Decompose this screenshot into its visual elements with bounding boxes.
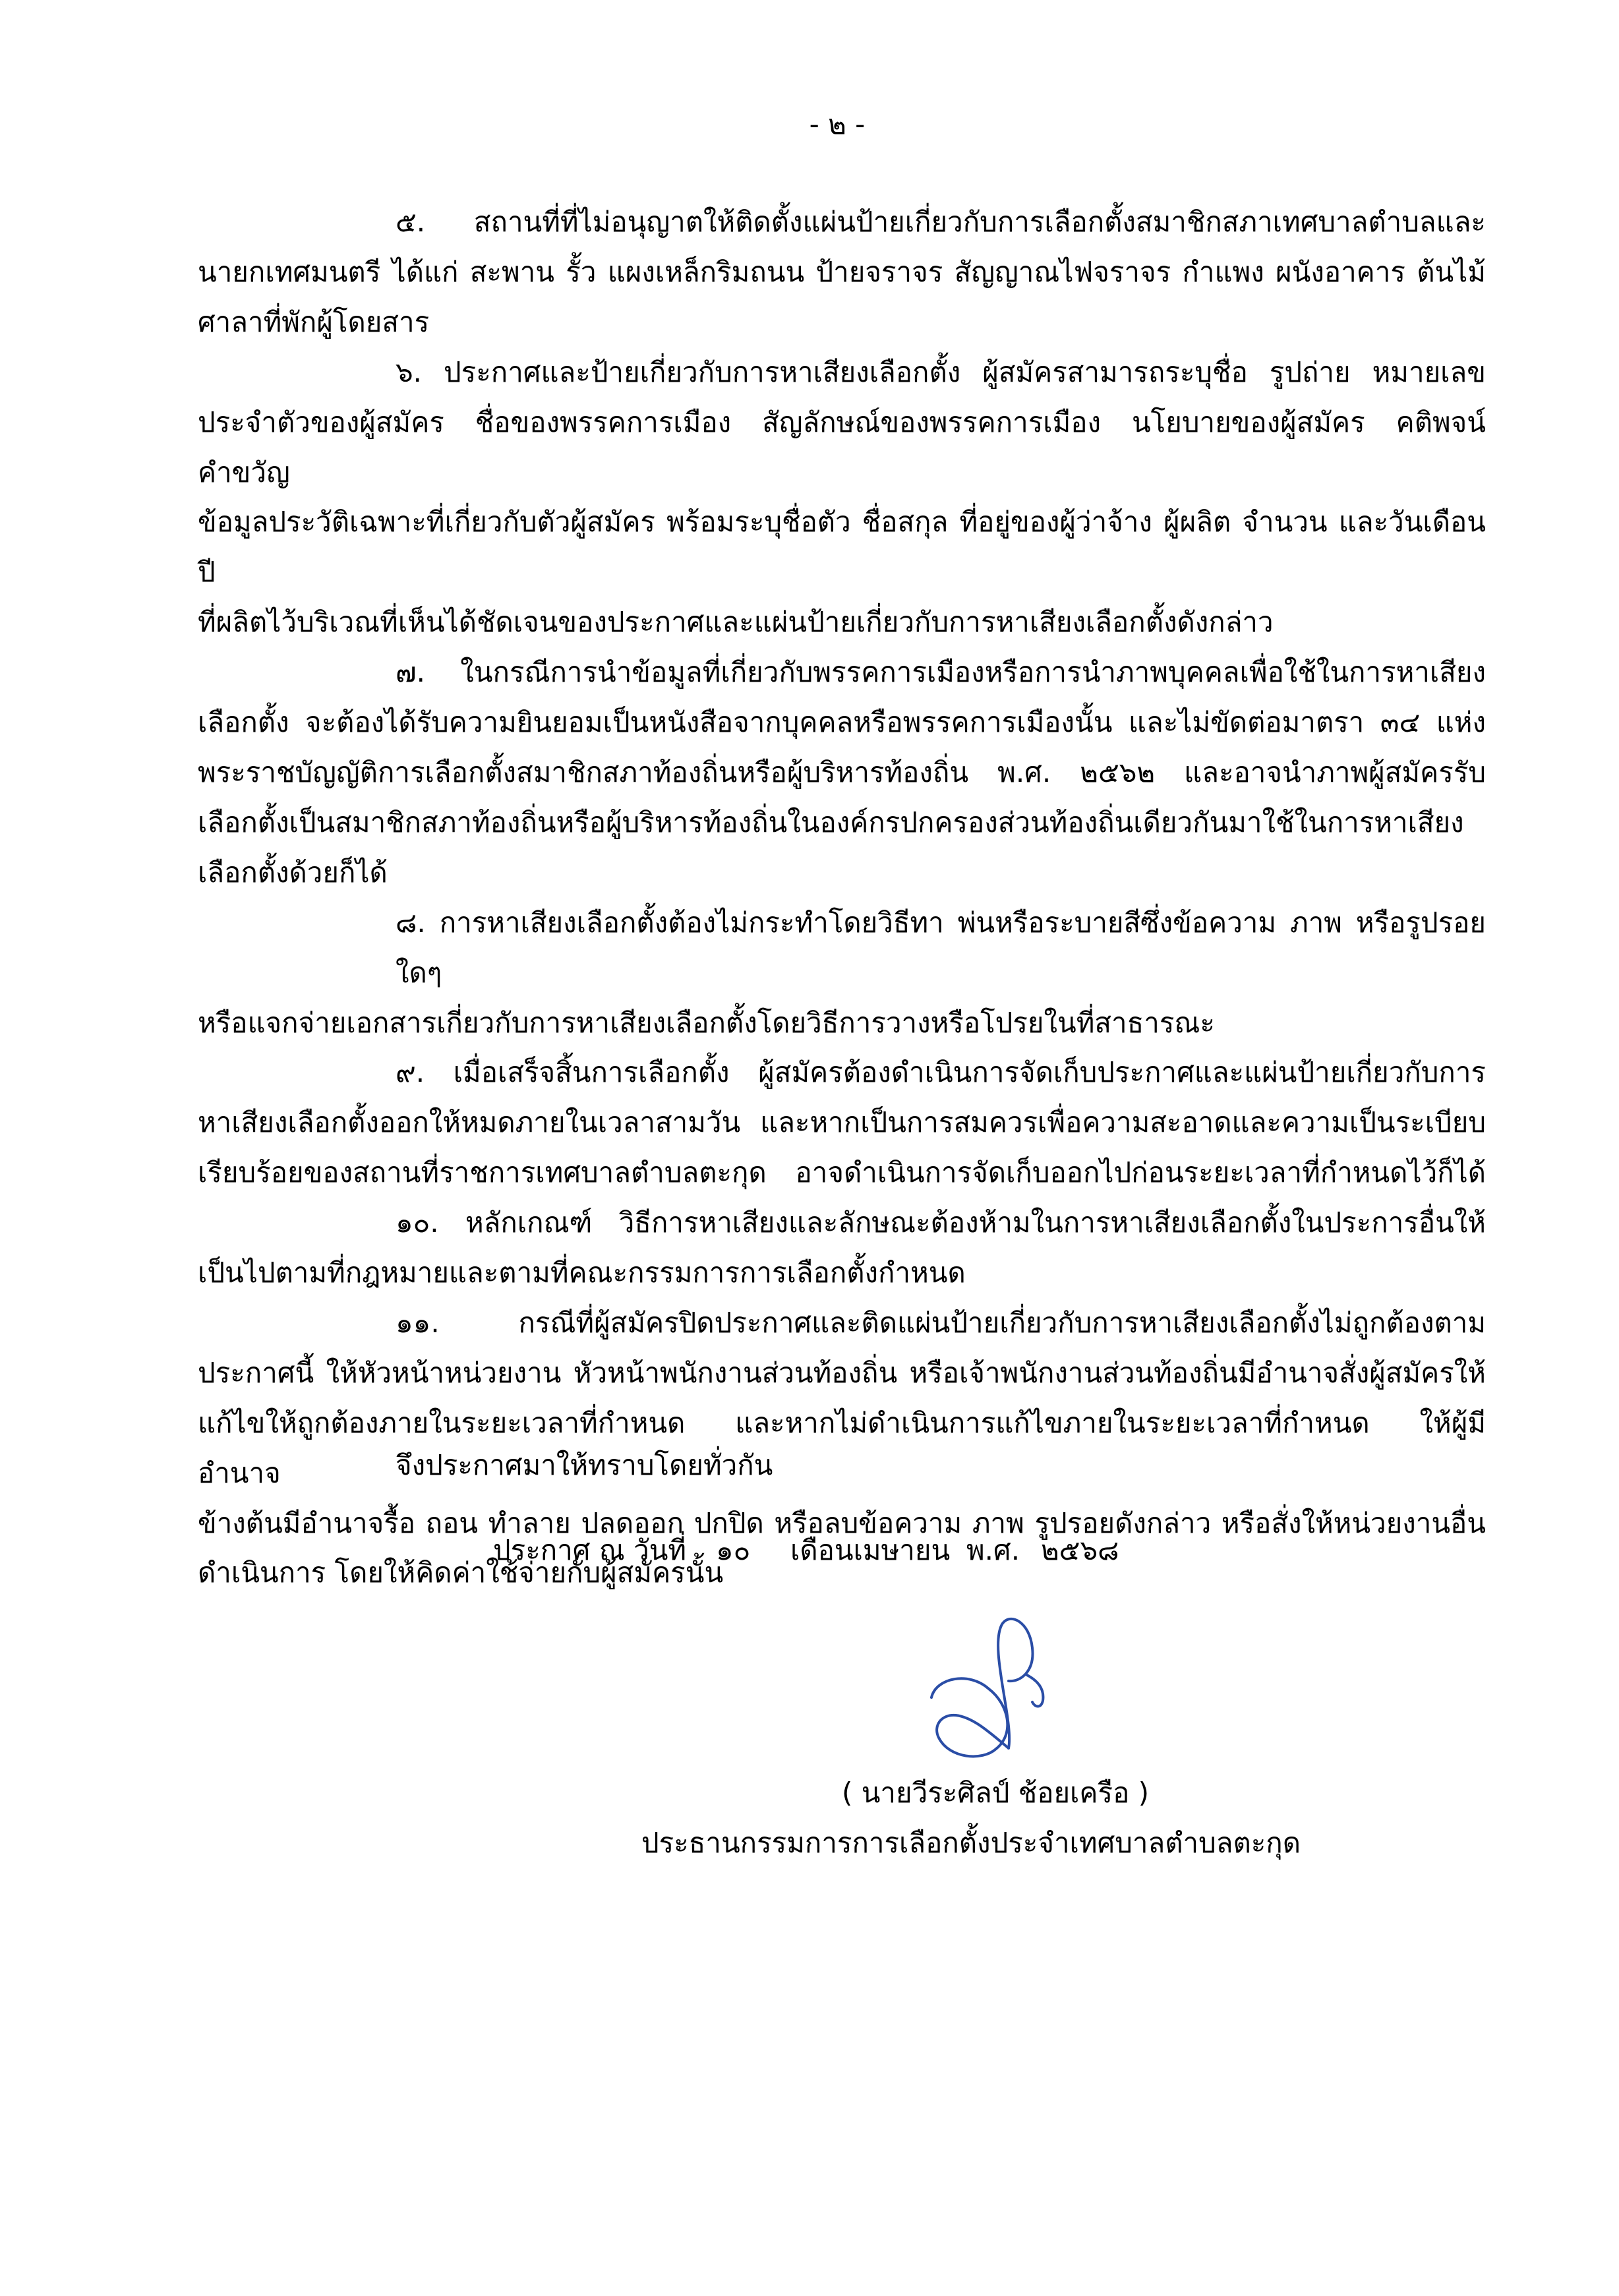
date-year: ๒๕๖๘: [1041, 1534, 1119, 1566]
clause-7-line-2: เลือกตั้ง จะต้องได้รับความยินยอมเป็นหนังสือจากบุคคลหรือพรรคการเมืองนั้น และไม่ขัดต่อมาตรา ๓๔ แห่ง: [198, 706, 1486, 739]
clause-7: [198, 647, 1486, 898]
clause-8: [198, 898, 1486, 1048]
clause-11-line-5: ดำเนินการ โดยให้คิดค่าใช้จ่ายกับผู้สมัครนั้น: [198, 1556, 724, 1589]
signature-loop-stroke: [931, 1678, 1009, 1756]
clause-6-line-1: ๖. ประกาศและป้ายเกี่ยวกับการหาเสียงเลือกตั้ง ผู้สมัครสามารถระบุชื่อ รูปถ่าย หมายเลข: [396, 355, 1486, 388]
clause-8-line-1: ๘. การหาเสียงเลือกตั้งต้องไม่กระทำโดยวิธีทา พ่นหรือระบายสีซึ่งข้อความ ภาพ หรือรูปรอยใดๆ: [396, 906, 1486, 989]
clause-11-line-4: ข้างต้นมีอำนาจรื้อ ถอน ทำลาย ปลดออก ปกปิด หรือลบข้อความ ภาพ รูปรอยดังกล่าว หรือสั่งให้หน่วยงานอื่น: [198, 1506, 1486, 1539]
signatory-name: ( นายวีระศิลป์ ช้อยเครือ ): [841, 1777, 1150, 1809]
clause-5: [198, 197, 1486, 347]
page-number: - ๒ -: [809, 108, 866, 140]
handwritten-signature: [910, 1608, 1061, 1773]
clause-9-line-2: หาเสียงเลือกตั้งออกให้หมดภายในเวลาสามวัน และหากเป็นการสมควรเพื่อความสะอาดและความเป็นระเบียบ: [198, 1106, 1486, 1139]
announcement-body: [198, 197, 1486, 1598]
clause-10-line-2: เป็นไปตามที่กฎหมายและตามที่คณะกรรมการการเลือกตั้งกำหนด: [198, 1256, 966, 1289]
date-era: พ.ศ.: [966, 1534, 1020, 1566]
clause-10-line-1: ๑๐. หลักเกณฑ์ วิธีการหาเสียงและลักษณะต้องห้ามในการหาเสียงเลือกตั้งในประการอื่นให้: [396, 1206, 1486, 1239]
date-month: เดือนเมษายน: [790, 1534, 951, 1566]
clause-5-line-2: นายกเทศมนตรี ได้แก่ สะพาน รั้ว แผงเหล็กริมถนน ป้ายจราจร สัญญาณไฟจราจร กำแพง ผนังอาคาร ต้นไม้: [198, 255, 1486, 288]
clause-9-line-3: เรียบร้อยของสถานที่ราชการเทศบาลตำบลตะกุด อาจดำเนินการจัดเก็บออกไปก่อนระยะเวลาที่กำหนดไว้ก็ได้: [198, 1156, 1486, 1189]
clause-11-line-3: แก้ไขให้ถูกต้องภายในระยะเวลาที่กำหนด และหากไม่ดำเนินการแก้ไขภายในระยะเวลาที่กำหนด ให้ผู้มีอำนาจ: [198, 1406, 1486, 1489]
clause-7-line-4: เลือกตั้งเป็นสมาชิกสภาท้องถิ่นหรือผู้บริหารท้องถิ่นในองค์กรปกครองส่วนท้องถิ่นเดียวกันมาใช้ในการหาเสียง: [198, 806, 1464, 839]
clause-11-line-1: ๑๑. กรณีที่ผู้สมัครปิดประกาศและติดแผ่นป้ายเกี่ยวกับการหาเสียงเลือกตั้งไม่ถูกต้องตาม: [396, 1306, 1486, 1339]
clause-6: [198, 347, 1486, 647]
signature-tail-stroke: [1026, 1674, 1043, 1707]
date-prefix: ประกาศ ณ วันที่: [493, 1534, 687, 1566]
clause-11-line-2: ประกาศนี้ ให้หัวหน้าหน่วยงาน หัวหน้าพนักงานส่วนท้องถิ่น หรือเจ้าพนักงานส่วนท้องถิ่นมีอำนาจสั่งผู้สมัครให้: [198, 1356, 1486, 1389]
clause-8-line-2: หรือแจกจ่ายเอกสารเกี่ยวกับการหาเสียงเลือกตั้งโดยวิธีการวางหรือโปรยในที่สาธารณะ: [198, 1006, 1215, 1039]
date-day: ๑๐: [716, 1534, 751, 1566]
closing-statement: จึงประกาศมาให้ทราบโดยทั่วกัน: [396, 1449, 773, 1481]
signature-tall-stroke: [998, 1619, 1032, 1748]
signatory-position: ประธานกรรมการการเลือกตั้งประจำเทศบาลตำบลตะกุด: [641, 1827, 1301, 1859]
clause-7-line-3: พระราชบัญญัติการเลือกตั้งสมาชิกสภาท้องถิ่นหรือผู้บริหารท้องถิ่น พ.ศ. ๒๕๖๒ และอาจนำภาพผู้สมัครรับ: [198, 755, 1486, 788]
clause-7-line-1: ๗. ในกรณีการนำข้อมูลที่เกี่ยวกับพรรคการเมืองหรือการนำภาพบุคคลเพื่อใช้ในการหาเสียง: [396, 656, 1486, 689]
clause-6-line-2: ประจำตัวของผู้สมัคร ชื่อของพรรคการเมือง สัญลักษณ์ของพรรคการเมือง นโยบายของผู้สมัคร คติพจน์ คำขวัญ: [198, 405, 1486, 488]
clause-10: [198, 1198, 1486, 1298]
clause-6-line-4: ที่ผลิตไว้บริเวณที่เห็นได้ชัดเจนของประกาศและแผ่นป้ายเกี่ยวกับการหาเสียงเลือกตั้งดังกล่าว: [198, 606, 1274, 639]
clause-9-line-1: ๙. เมื่อเสร็จสิ้นการเลือกตั้ง ผู้สมัครต้องดำเนินการจัดเก็บประกาศและแผ่นป้ายเกี่ยวกับการ: [396, 1056, 1486, 1089]
clause-9: [198, 1047, 1486, 1198]
clause-7-line-5: เลือกตั้งด้วยก็ได้: [198, 856, 388, 889]
clause-5-line-3: ศาลาที่พักผู้โดยสาร: [198, 305, 430, 338]
clause-5-line-1: ๕. สถานที่ที่ไม่อนุญาตให้ติดตั้งแผ่นป้ายเกี่ยวกับการเลือกตั้งสมาชิกสภาเทศบาลตำบลและ: [396, 206, 1486, 238]
clause-6-line-3: ข้อมูลประวัติเฉพาะที่เกี่ยวกับตัวผู้สมัคร พร้อมระบุชื่อตัว ชื่อสกุล ที่อยู่ของผู้ว่าจ้าง ผู้ผลิต จำนวน และวันเดือนปี: [198, 506, 1486, 589]
